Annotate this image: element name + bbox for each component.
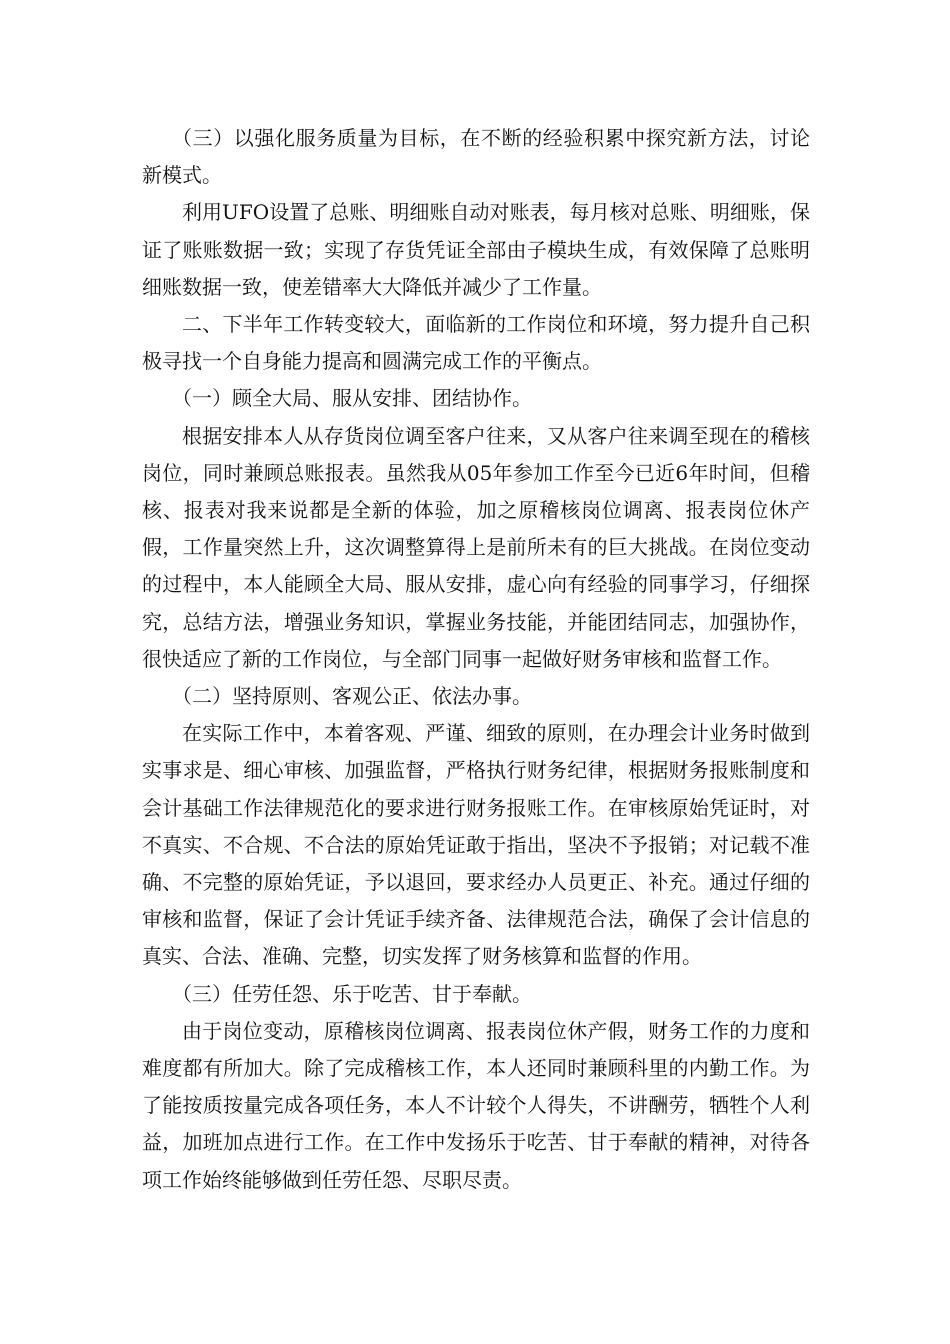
paragraph-job-transfer: 根据安排本人从存货岗位调至客户往来，又从客户往来调至现在的稽核岗位，同时兼顾总账报表。虽然我从05年参加工作至今已近6年时间，但稽核、报表对我来说都是全新的体验，加之原稽核岗位调离、报表岗位休产假，工作量突然上升，这次调整算得上是前所未有的巨大挑战。在岗位变动的过程中，本人能顾全大局、服从安排，虚心向有经验的同事学习，仔细探究，总结方法，增强业务知识，掌握业务技能，并能团结同志，加强协作，很快适应了新的工作岗位，与全部门同事一起做好财务审核和监督工作。 xyxy=(142,423,810,671)
paragraph-audit-practice: 在实际工作中，本着客观、严谨、细致的原则，在办理会计业务时做到实事求是、细心审核、加强监督，严格执行财务纪律，根据财务报账制度和会计基础工作法律规范化的要求进行财务报账工作。在审核原始凭证时，对不真实、不合规、不合法的原始凭证敢于指出，坚决不予报销；对记载不准确、不完整的原始凭证，予以退回，要求经办人员更正、补充。通过仔细的审核和监督，保证了会计凭证手续齐备、法律规范合法，确保了会计信息的真实、合法、准确、完整，切实发挥了财务核算和监督的作用。 xyxy=(142,721,810,969)
section-heading-1-overall-situation: （一）顾全大局、服从安排、团结协作。 xyxy=(172,386,532,411)
paragraph-workload: 由于岗位变动，原稽核岗位调离、报表岗位休产假，财务工作的力度和难度都有所加大。除了完成稽核工作，本人还同时兼顾科里的内勤工作。为了能按质按量完成各项任务，本人不计较个人得失，不讲酬劳，牺牲个人利益，加班加点进行工作。在工作中发扬乐于吃苦、甘于奉献的精神，对待各项工作始终能够做到任劳任怨、尽职尽责。 xyxy=(142,1018,810,1192)
paragraph-ufo-reconciliation: 利用UFO设置了总账、明细账自动对账表，每月核对总账、明细账，保证了账账数据一致；实现了存货凭证全部由子模块生成，有效保障了总账明细账数据一致，使差错率大大降低并减少了工作量。 xyxy=(142,200,810,299)
section-heading-2-principles: （二）坚持原则、客观公正、依法办事。 xyxy=(172,684,532,709)
section-heading-2-second-half: 二、下半年工作转变较大，面临新的工作岗位和环境，努力提升自己积极寻找一个自身能力提高和圆满完成工作的平衡点。 xyxy=(142,312,810,374)
document-page xyxy=(142,120,810,1199)
section-heading-3-dedication: （三）任劳任怨、乐于吃苦、甘于奉献。 xyxy=(172,981,532,1006)
section-heading-3-service-quality: （三）以强化服务质量为目标，在不断的经验积累中探究新方法，讨论新模式。 xyxy=(142,126,810,188)
